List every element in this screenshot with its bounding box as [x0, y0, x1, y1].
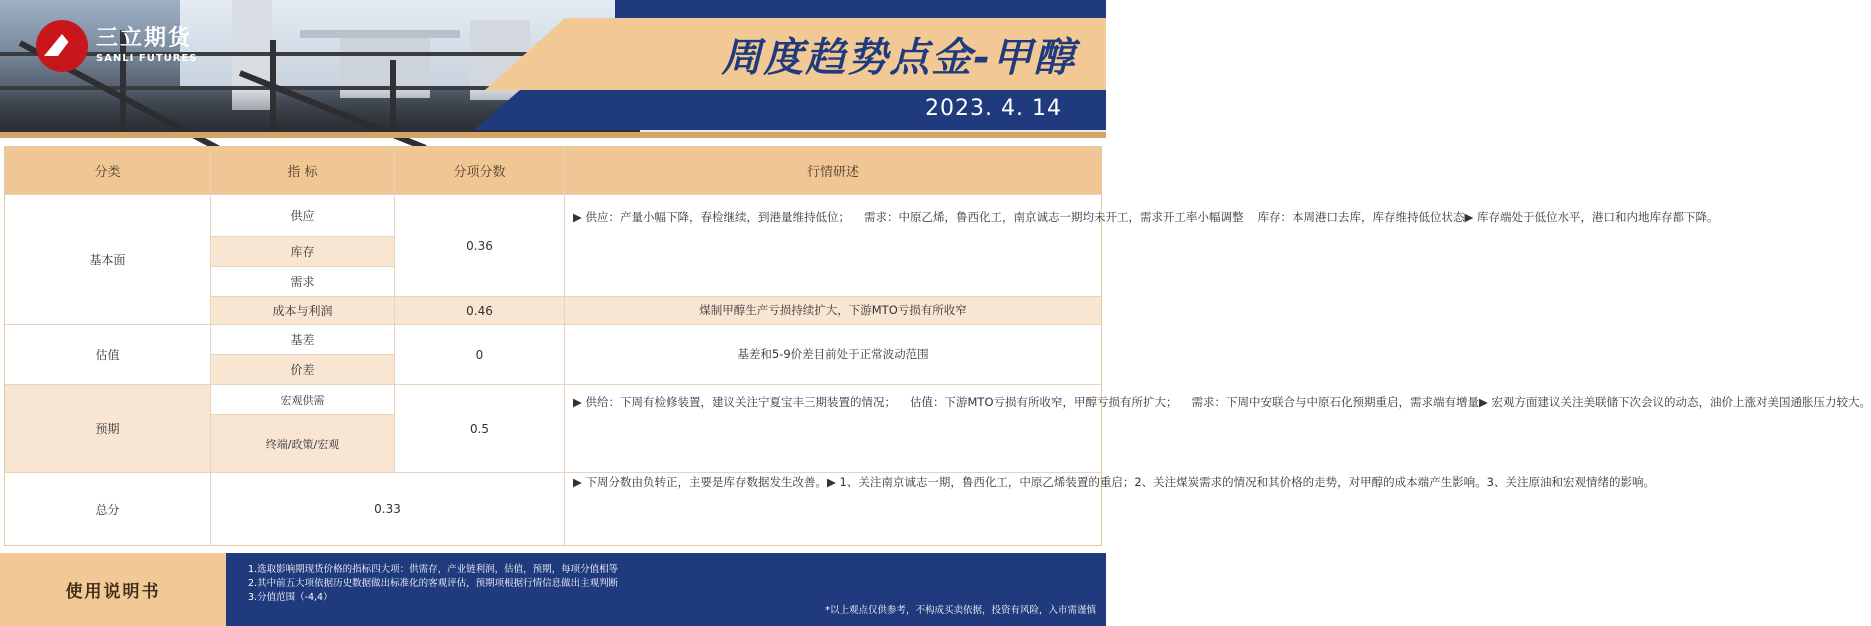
footer-notes-panel	[226, 553, 1106, 626]
description-line: 需求：下周中安联合与中原石化预期重启，需求端有增量	[1191, 395, 1479, 409]
page-title: 周度趋势点金-甲醇	[721, 35, 1076, 81]
description-forecast	[565, 385, 1871, 473]
column-header-description: 行情研述	[565, 147, 1101, 195]
score-fundamentals: 0.36	[395, 195, 565, 297]
description-line: ▶ 库存端处于低位水平，港口和内地库存都下降。	[1464, 210, 1719, 224]
report-date: 2023. 4. 14	[925, 96, 1062, 121]
indicator-supply: 供应	[211, 195, 395, 237]
page-header	[0, 0, 1106, 138]
description-line: 需求：中原乙烯，鲁西化工，南京诚志一期均未开工，需求开工率小幅调整	[864, 210, 1244, 224]
title-band	[565, 18, 1106, 90]
logo-name-cn: 三立期货	[96, 26, 193, 51]
score-total: 0.33	[211, 473, 565, 545]
description-fundamentals	[565, 195, 1719, 297]
indicator-cost-profit: 成本与利润	[211, 297, 395, 325]
description-line: 库存：本周港口去库，库存维持低位状态	[1257, 210, 1465, 224]
indicator-terminal-policy-macro: 终端/政策/宏观	[211, 415, 395, 473]
description-line: ▶ 宏观方面建议关注美联储下次会议的动态，油价上涨对美国通胀压力较大。	[1479, 395, 1871, 409]
category-total: 总分	[5, 473, 211, 545]
indicator-basis: 基差	[211, 325, 395, 355]
description-valuation: 基差和5-9价差目前处于正常波动范围	[565, 325, 1101, 385]
score-valuation: 0	[395, 325, 565, 385]
indicator-spread: 价差	[211, 355, 395, 385]
column-header-category: 分类	[5, 147, 211, 195]
column-header-score: 分项分数	[395, 147, 565, 195]
description-line: 估值：下游MTO亏损有所收窄，甲醇亏损有所扩大；	[910, 395, 1178, 409]
description-line: ▶ 供应：产量小幅下降，春检继续，到港量维持低位；	[573, 210, 850, 224]
usage-note: 2.其中前五大项依据历史数据做出标准化的客观评估，预期项根据行情信息做出主观判断	[248, 578, 619, 589]
date-band	[520, 90, 1106, 130]
score-cost-profit: 0.46	[395, 297, 565, 325]
category-forecast: 预期	[5, 385, 211, 473]
description-line: 3、关注原油和宏观情绪的影响。	[1486, 475, 1655, 489]
indicator-inventory: 库存	[211, 237, 395, 267]
category-fundamentals: 基本面	[5, 195, 211, 325]
company-logo	[36, 20, 198, 72]
indicator-demand: 需求	[211, 267, 395, 297]
description-line: 2、关注煤炭需求的情况和其价格的走势，对甲醇的成本端产生影响。	[1134, 475, 1487, 489]
header-divider	[0, 132, 1106, 138]
usage-note: 3.分值范围（-4,4）	[248, 592, 333, 603]
description-line: ▶ 供给：下周有检修装置，建议关注宁夏宝丰三期装置的情况；	[573, 395, 896, 409]
score-forecast: 0.5	[395, 385, 565, 473]
logo-mountain-icon	[36, 20, 88, 72]
description-line: ▶ 1、关注南京诚志一期，鲁西化工，中原乙烯装置的重启；	[827, 475, 1135, 489]
score-table	[4, 146, 1871, 546]
usage-notes	[248, 563, 618, 605]
description-total	[565, 473, 1655, 545]
disclaimer: *以上观点仅供参考，不构成买卖依据，投资有风险，入市需谨慎	[825, 605, 1096, 616]
column-header-indicator: 指 标	[211, 147, 395, 195]
usage-note: 1.选取影响期现货价格的指标四大项：供需存，产业链利润，估值，预期，每项分值相等	[248, 564, 619, 575]
description-line: ▶ 下周分数由负转正，主要是库存数据发生改善。	[573, 475, 827, 489]
logo-name-en: SANLI FUTURES	[96, 53, 198, 64]
description-cost-profit: 煤制甲醇生产亏损持续扩大，下游MTO亏损有所收窄	[565, 297, 1101, 325]
footer-label: 使用说明书	[0, 553, 226, 626]
category-valuation: 估值	[5, 325, 211, 385]
header-accent-bar	[615, 0, 1106, 18]
indicator-macro-supply-demand: 宏观供需	[211, 385, 395, 415]
